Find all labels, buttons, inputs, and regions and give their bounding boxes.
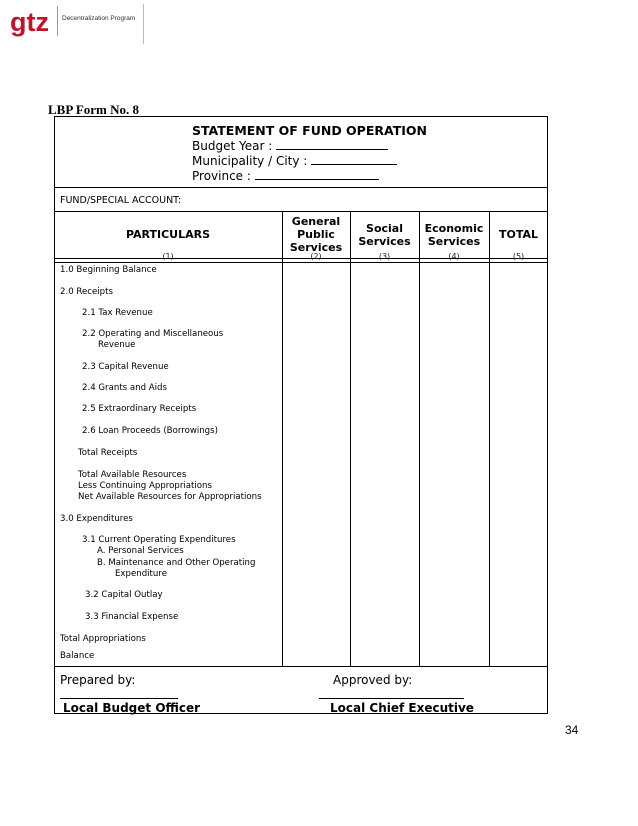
- col-header-economic-services: Economic Services: [424, 222, 484, 248]
- col-number: (3): [378, 252, 391, 261]
- col-number: (1): [162, 252, 174, 261]
- table-bottom-line: [54, 666, 548, 667]
- row-capital-revenue: 2.3 Capital Revenue: [82, 362, 169, 372]
- row-total-available-resources: Total Available Resources: [78, 470, 187, 480]
- column-line: [489, 211, 490, 666]
- row-balance: Balance: [60, 651, 95, 661]
- column-line: [282, 211, 283, 666]
- row-net-available-resources: Net Available Resources for Appropriations: [78, 492, 262, 502]
- municipality-field[interactable]: [311, 154, 397, 165]
- approved-signature-line[interactable]: [319, 698, 464, 699]
- column-line: [419, 211, 420, 666]
- col-header-general-public-services: General Public Services: [289, 215, 343, 254]
- divider: [54, 211, 548, 212]
- row-extraordinary-receipts: 2.5 Extraordinary Receipts: [82, 404, 197, 414]
- prepared-by-label: Prepared by:: [60, 673, 136, 687]
- col-number: (2): [310, 252, 322, 261]
- col-header-social-services: Social Services: [358, 222, 411, 248]
- budget-year-label: Budget Year :: [192, 139, 273, 153]
- row-less-continuing-appropriations: Less Continuing Appropriations: [78, 481, 212, 491]
- province-line: [192, 169, 379, 183]
- column-line: [350, 211, 351, 666]
- page-number: 34: [565, 723, 579, 737]
- row-total-receipts: Total Receipts: [78, 448, 138, 458]
- row-personal-services: A. Personal Services: [97, 546, 184, 556]
- budget-year-line: [192, 139, 388, 153]
- municipality-label: Municipality / City :: [192, 154, 308, 168]
- row-capital-outlay: 3.2 Capital Outlay: [85, 590, 163, 600]
- row-receipts: 2.0 Receipts: [60, 287, 113, 297]
- municipality-line: [192, 154, 397, 168]
- row-loan-proceeds: 2.6 Loan Proceeds (Borrowings): [82, 426, 218, 436]
- form-number: LBP Form No. 8: [48, 102, 139, 117]
- approved-by-label: Approved by:: [333, 673, 413, 687]
- row-total-appropriations: Total Appropriations: [60, 634, 146, 644]
- local-budget-officer-title: Local Budget Officer: [63, 701, 201, 715]
- form-title: STATEMENT OF FUND OPERATION: [192, 123, 427, 138]
- program-name: Decentralization Program: [62, 15, 136, 22]
- local-chief-executive-title: Local Chief Executive: [330, 701, 474, 715]
- row-mooe-cont: Expenditure: [115, 569, 167, 579]
- row-tax-revenue: 2.1 Tax Revenue: [82, 308, 153, 318]
- province-field[interactable]: [255, 169, 379, 180]
- gtz-logo: gtz: [10, 7, 49, 37]
- logo-divider: [57, 6, 58, 36]
- fund-account-label: FUND/SPECIAL ACCOUNT:: [60, 195, 182, 206]
- header-divider: [54, 262, 548, 263]
- row-operating-misc-cont: Revenue: [98, 340, 136, 350]
- prepared-signature-line[interactable]: [60, 698, 178, 699]
- col-number: (5): [512, 252, 525, 261]
- col-header-total: TOTAL: [498, 228, 539, 241]
- row-grants-aids: 2.4 Grants and Aids: [82, 383, 167, 393]
- row-mooe: B. Maintenance and Other Operating: [97, 558, 256, 568]
- divider: [54, 187, 548, 188]
- budget-year-field[interactable]: [276, 139, 388, 150]
- col-number: (4): [448, 252, 460, 261]
- row-current-operating-expenditures: 3.1 Current Operating Expenditures: [82, 535, 236, 545]
- row-operating-misc: 2.2 Operating and Miscellaneous: [82, 329, 224, 339]
- col-header-particulars: PARTICULARS: [125, 228, 211, 241]
- province-label: Province :: [192, 169, 251, 183]
- row-financial-expense: 3.3 Financial Expense: [85, 612, 179, 622]
- header-rule: [143, 4, 144, 44]
- row-beginning-balance: 1.0 Beginning Balance: [60, 265, 157, 275]
- row-expenditures: 3.0 Expenditures: [60, 514, 133, 524]
